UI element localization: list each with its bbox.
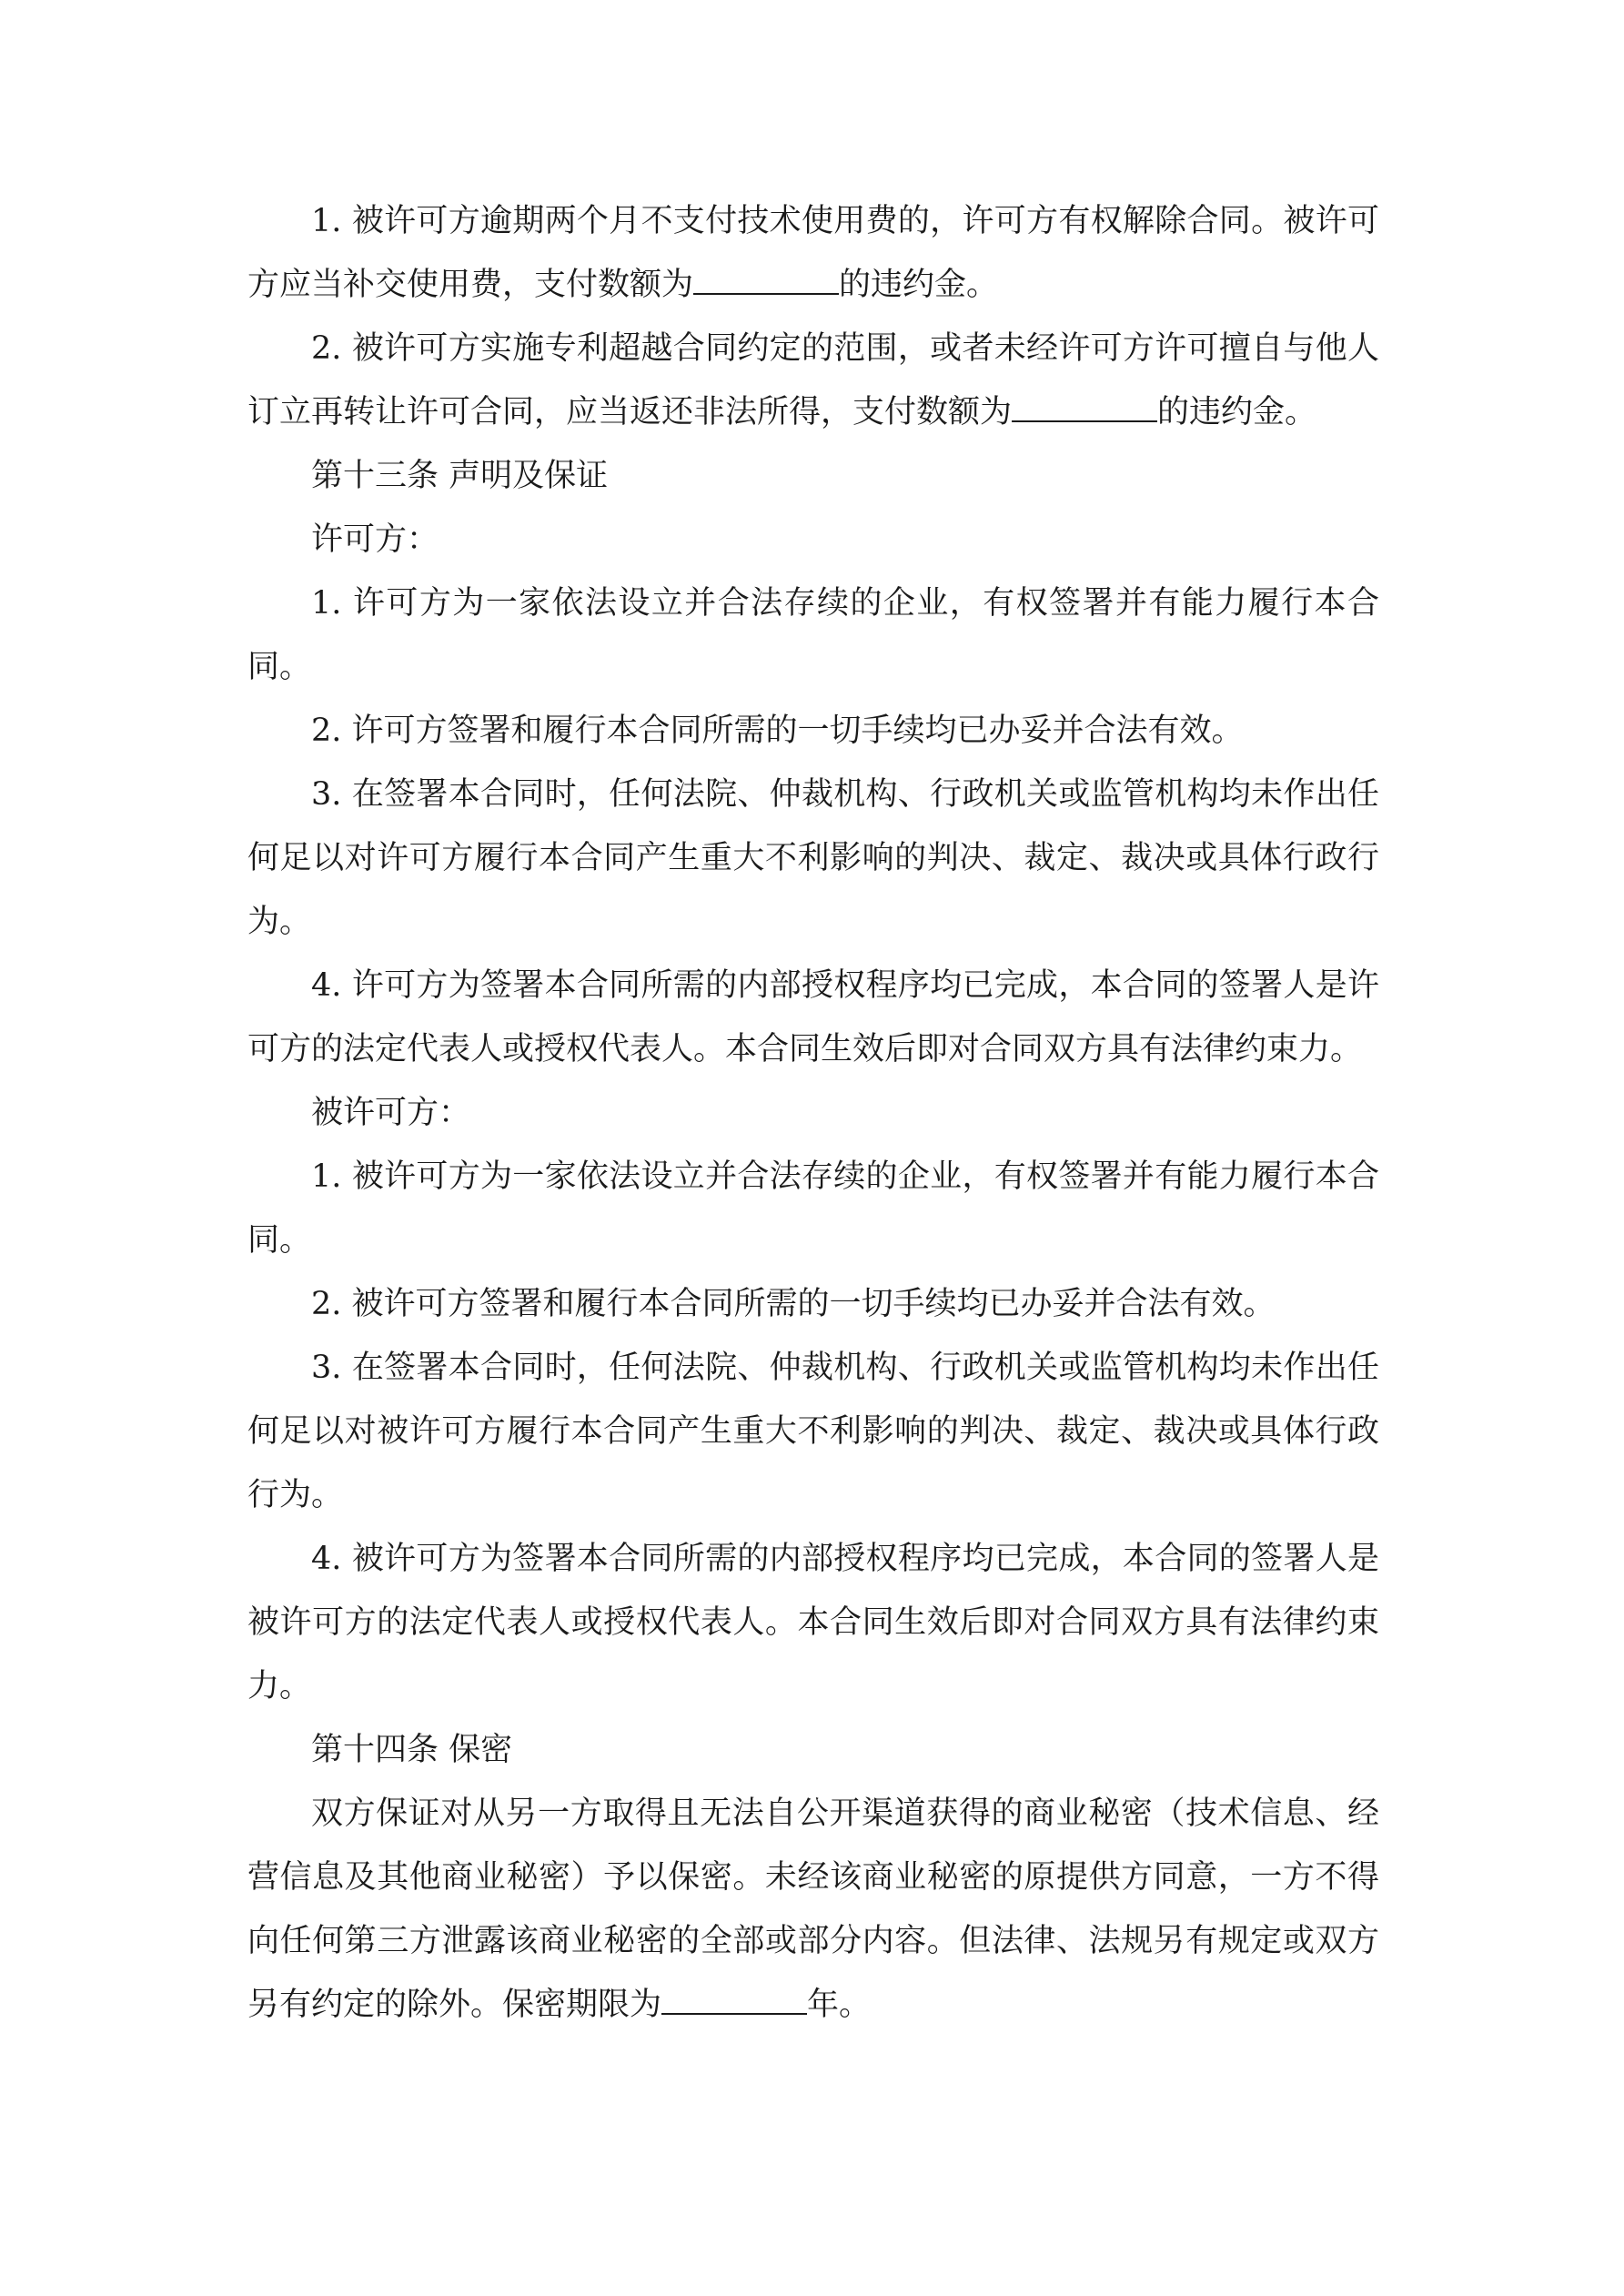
confidentiality-suffix: 年。 <box>807 1987 872 2023</box>
confidentiality-text: 双方保证对从另一方取得且无法自公开渠道获得的商业秘密（技术信息、经营信息及其他商业秘密）予以保密。未经该商业秘密的原提供方同意，一方不得向任何第三方泄露该商业秘密的全部或部分内容。但法律、法规另有规定或双方另有约定的除外。保密期限为 <box>247 1795 1379 2023</box>
penalty-amount-blank-2 <box>1012 389 1157 422</box>
licensor-item: 1. 许可方为一家依法设立并合法存续的企业，有权签署并有能力履行本合同。 <box>247 585 1379 685</box>
penalty-item-1-suffix: 的违约金。 <box>839 267 999 303</box>
licensee-item: 4. 被许可方为签署本合同所需的内部授权程序均已完成，本合同的签署人是被许可方的法定代表人或授权代表人。本合同生效后即对合同双方具有法律约束力。 <box>247 1541 1379 1704</box>
penalty-item-2-text: 2. 被许可方实施专利超越合同约定的范围，或者未经许可方许可擅自与他人订立再转让许可合同，应当返还非法所得，支付数额为 <box>247 330 1379 430</box>
licensor-item: 2. 许可方签署和履行本合同所需的一切手续均已办妥并合法有效。 <box>311 713 1244 749</box>
penalty-item-1 <box>247 189 1379 317</box>
confidentiality-period-blank <box>661 1982 807 2015</box>
licensee-item: 2. 被许可方签署和履行本合同所需的一切手续均已办妥并合法有效。 <box>311 1286 1276 1322</box>
penalty-item-2 <box>247 317 1379 444</box>
penalty-item-2-suffix: 的违约金。 <box>1157 394 1317 430</box>
licensor-item: 3. 在签署本合同时，任何法院、仲裁机构、行政机关或监管机构均未作出任何足以对许可方履行本合同产生重大不利影响的判决、裁定、裁决或具体行政行为。 <box>247 776 1379 940</box>
penalty-item-1-text: 1. 被许可方逾期两个月不支付技术使用费的，许可方有权解除合同。被许可方应当补交使用费，支付数额为 <box>247 203 1379 303</box>
licensee-label: 被许可方： <box>311 1095 471 1131</box>
licensor-label: 许可方： <box>311 521 439 558</box>
confidentiality-body <box>247 1782 1379 2037</box>
licensor-item: 4. 许可方为签署本合同所需的内部授权程序均已完成，本合同的签署人是许可方的法定代表人或授权代表人。本合同生效后即对合同双方具有法律约束力。 <box>247 967 1379 1067</box>
licensee-item: 1. 被许可方为一家依法设立并合法存续的企业，有权签署并有能力履行本合同。 <box>247 1158 1379 1259</box>
clause-13-heading: 第十三条 声明及保证 <box>311 458 609 494</box>
penalty-amount-blank-1 <box>693 262 839 295</box>
clause-14-heading: 第十四条 保密 <box>311 1732 513 1768</box>
licensee-item: 3. 在签署本合同时，任何法院、仲裁机构、行政机关或监管机构均未作出任何足以对被许可方履行本合同产生重大不利影响的判决、裁定、裁决或具体行政行为。 <box>247 1350 1379 1513</box>
document-body <box>247 189 1379 2037</box>
